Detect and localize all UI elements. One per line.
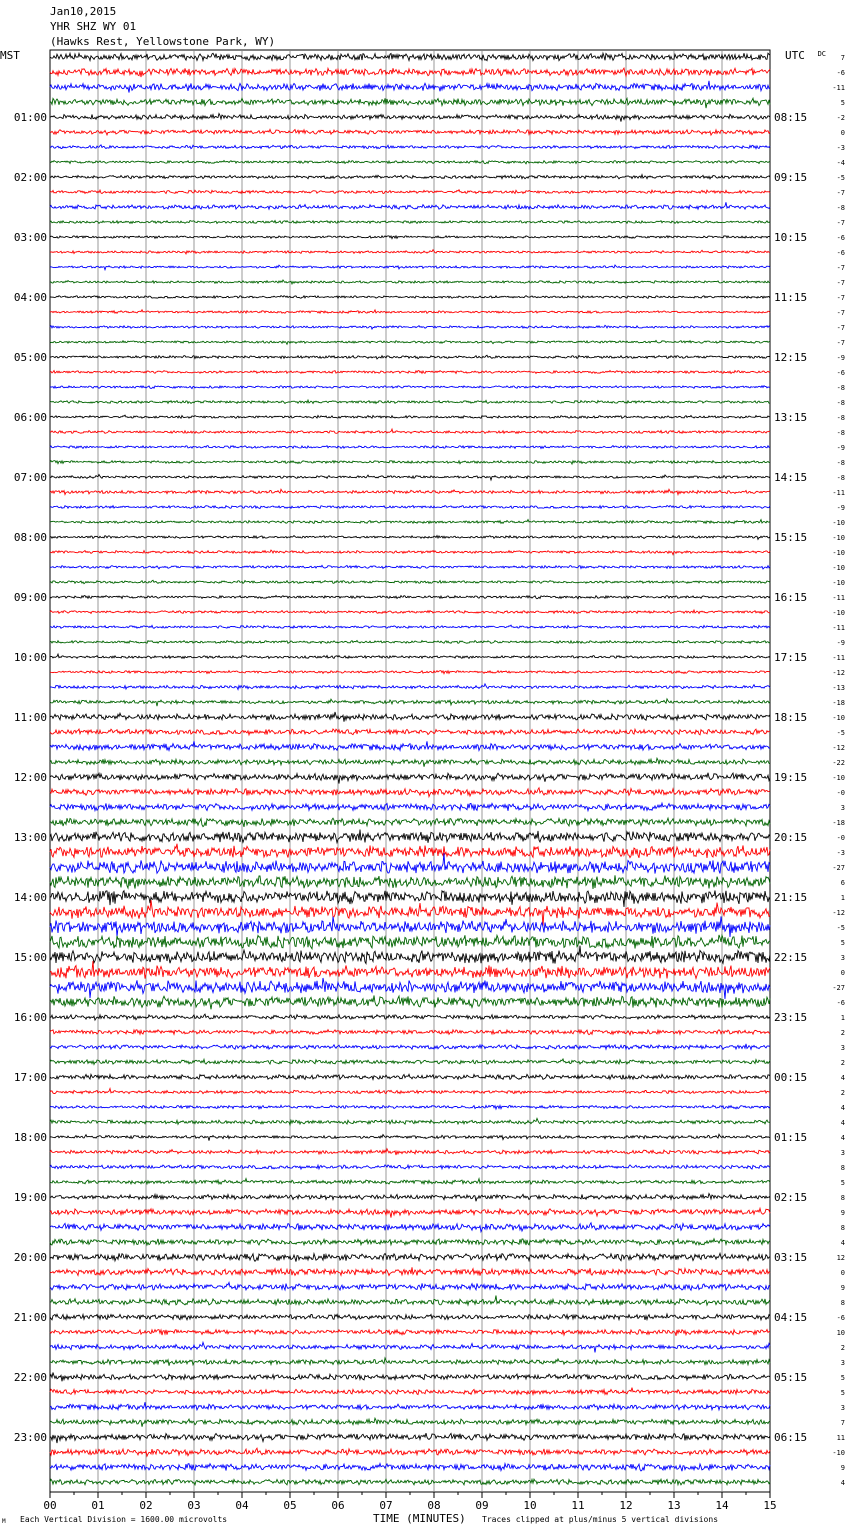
trace-63 — [50, 978, 770, 999]
dc-offset-label: -27 — [832, 984, 845, 992]
left-hour-label: 16:00 — [13, 1011, 47, 1024]
trace-72 — [50, 1118, 770, 1125]
left-hour-label: 02:00 — [13, 171, 47, 184]
right-hour-label: 08:15 — [774, 111, 808, 124]
dc-offset-label: -7 — [836, 324, 845, 332]
dc-offset-label: -18 — [832, 819, 845, 827]
trace-53 — [50, 830, 770, 843]
trace-61 — [50, 946, 770, 964]
trace-55 — [50, 853, 770, 873]
dc-offset-label: -8 — [836, 414, 845, 422]
x-tick-label-01: 01 — [91, 1499, 105, 1512]
dc-offset-label: 8 — [840, 1194, 845, 1202]
trace-89 — [50, 1373, 770, 1382]
dc-offset-label: -9 — [836, 504, 845, 512]
dc-offset-label: -6 — [836, 234, 845, 242]
trace-28 — [50, 461, 770, 465]
trace-21 — [50, 355, 770, 359]
trace-83 — [50, 1283, 770, 1291]
trace-22 — [50, 371, 770, 374]
trace-40 — [50, 641, 770, 644]
trace-49 — [50, 773, 770, 784]
trace-87 — [50, 1342, 770, 1352]
dc-offset-label: 0 — [840, 129, 845, 137]
right-hour-label: 09:15 — [774, 171, 808, 184]
right-hour-label: 12:15 — [774, 351, 808, 364]
dc-offset-label: 3 — [840, 1044, 845, 1052]
right-hour-label: 16:15 — [774, 591, 808, 604]
dc-offset-label: 4 — [840, 1119, 845, 1127]
dc-offset-label: -9 — [836, 444, 845, 452]
x-tick-label-00: 00 — [43, 1499, 57, 1512]
trace-33 — [50, 536, 770, 540]
trace-65 — [50, 1014, 770, 1020]
trace-47 — [50, 741, 770, 750]
trace-14 — [50, 250, 770, 254]
trace-11 — [50, 202, 770, 209]
dc-offset-label: 8 — [840, 1164, 845, 1172]
dc-offset-label: 0 — [840, 969, 845, 977]
dc-offset-label: 6 — [840, 879, 845, 887]
right-hour-label: 23:15 — [774, 1011, 808, 1024]
trace-59 — [50, 916, 770, 937]
dc-offset-label: 7 — [840, 1419, 845, 1427]
dc-offset-label: 5 — [840, 939, 845, 947]
right-hour-label: 10:15 — [774, 231, 808, 244]
dc-offset-label: 7 — [840, 54, 845, 62]
trace-73 — [50, 1134, 770, 1140]
dc-offset-label: -8 — [836, 429, 845, 437]
dc-offset-label: -5 — [836, 924, 845, 932]
left-hour-label: 20:00 — [13, 1251, 47, 1264]
trace-42 — [50, 671, 770, 674]
dc-offset-label: -11 — [832, 594, 845, 602]
right-hour-label: 20:15 — [774, 831, 808, 844]
trace-34 — [50, 550, 770, 555]
dc-offset-label: -10 — [832, 549, 845, 557]
trace-44 — [50, 699, 770, 706]
trace-4 — [50, 98, 770, 108]
trace-93 — [50, 1433, 770, 1443]
dc-offset-label: 3 — [840, 954, 845, 962]
left-hour-label: 18:00 — [13, 1131, 47, 1144]
trace-52 — [50, 818, 770, 827]
dc-offset-label: -18 — [832, 699, 845, 707]
trace-54 — [50, 844, 770, 858]
left-hour-label: 12:00 — [13, 771, 47, 784]
dc-offset-label: -7 — [836, 264, 845, 272]
dc-offset-label: 2 — [840, 1059, 845, 1067]
trace-36 — [50, 580, 770, 583]
dc-offset-label: -0 — [836, 789, 845, 797]
trace-29 — [50, 475, 770, 481]
dc-offset-label: 2 — [840, 1089, 845, 1097]
dc-offset-label: -7 — [836, 309, 845, 317]
dc-offset-label: -7 — [836, 294, 845, 302]
dc-offset-label: 11 — [836, 1434, 845, 1442]
x-tick-label-03: 03 — [187, 1499, 201, 1512]
trace-77 — [50, 1194, 770, 1202]
trace-24 — [50, 400, 770, 403]
trace-96 — [50, 1479, 770, 1485]
trace-95 — [50, 1464, 770, 1472]
dc-offset-label: -7 — [836, 339, 845, 347]
trace-92 — [50, 1418, 770, 1427]
trace-10 — [50, 190, 770, 194]
trace-71 — [50, 1105, 770, 1109]
trace-3 — [50, 81, 770, 93]
dc-offset-label: 1 — [840, 1014, 845, 1022]
dc-offset-label: -7 — [836, 189, 845, 197]
right-hour-label: 18:15 — [774, 711, 808, 724]
left-hour-label: 10:00 — [13, 651, 47, 664]
trace-67 — [50, 1044, 770, 1049]
trace-78 — [50, 1208, 770, 1217]
dc-offset-label: -10 — [832, 534, 845, 542]
left-hour-label: 22:00 — [13, 1371, 47, 1384]
left-timezone-label: MST — [0, 49, 20, 62]
right-hour-label: 13:15 — [774, 411, 808, 424]
trace-76 — [50, 1179, 770, 1184]
dc-offset-label: -11 — [832, 654, 845, 662]
dc-offset-label: -11 — [832, 489, 845, 497]
x-tick-label-11: 11 — [571, 1499, 585, 1512]
dc-offset-label: -9 — [836, 639, 845, 647]
dc-offset-label: 4 — [840, 1479, 845, 1487]
dc-offset-label: 10 — [836, 1329, 845, 1337]
trace-39 — [50, 625, 770, 628]
dc-offset-label: -3 — [836, 849, 845, 857]
trace-69 — [50, 1074, 770, 1079]
trace-84 — [50, 1296, 770, 1306]
right-hour-label: 17:15 — [774, 651, 808, 664]
dc-offset-label: -13 — [832, 684, 845, 692]
trace-31 — [50, 506, 770, 509]
dc-offset-label: 4 — [840, 1074, 845, 1082]
dc-offset-label: 5 — [840, 1389, 845, 1397]
x-tick-label-10: 10 — [523, 1499, 537, 1512]
left-hour-label: 17:00 — [13, 1071, 47, 1084]
dc-offset-label: 5 — [840, 1179, 845, 1187]
right-hour-label: 06:15 — [774, 1431, 808, 1444]
dc-offset-label: -5 — [836, 174, 845, 182]
dc-offset-label: 4 — [840, 1239, 845, 1247]
dc-offset-label: -7 — [836, 279, 845, 287]
trace-58 — [50, 900, 770, 926]
dc-offset-label: -10 — [832, 519, 845, 527]
left-hour-label: 06:00 — [13, 411, 47, 424]
trace-27 — [50, 446, 770, 449]
right-hour-label: 21:15 — [774, 891, 808, 904]
trace-75 — [50, 1165, 770, 1169]
right-hour-label: 01:15 — [774, 1131, 808, 1144]
trace-26 — [50, 429, 770, 433]
dc-offset-label: -8 — [836, 459, 845, 467]
dc-offset-label: 0 — [840, 1269, 845, 1277]
dc-offset-label: -0 — [836, 834, 845, 842]
dc-offset-label: 1 — [840, 894, 845, 902]
right-hour-label: 22:15 — [774, 951, 808, 964]
right-hour-label: 03:15 — [774, 1251, 808, 1264]
trace-8 — [50, 161, 770, 164]
trace-90 — [50, 1388, 770, 1395]
dc-offset-label: -22 — [832, 759, 845, 767]
trace-35 — [50, 565, 770, 569]
dc-offset-label: 8 — [840, 1224, 845, 1232]
trace-5 — [50, 114, 770, 122]
x-tick-label-14: 14 — [715, 1499, 729, 1512]
dc-offset-label: -12 — [832, 909, 845, 917]
trace-6 — [50, 129, 770, 135]
trace-19 — [50, 325, 770, 329]
trace-64 — [50, 995, 770, 1009]
trace-85 — [50, 1314, 770, 1320]
trace-16 — [50, 280, 770, 284]
trace-48 — [50, 758, 770, 767]
dc-offset-label: -6 — [836, 999, 845, 1007]
dc-offset-label: -12 — [832, 744, 845, 752]
trace-60 — [50, 935, 770, 949]
dc-offset-label: -27 — [832, 864, 845, 872]
dc-offset-label: 2 — [840, 1344, 845, 1352]
dc-offset-label: -10 — [832, 609, 845, 617]
x-tick-label-15: 15 — [763, 1499, 777, 1512]
trace-79 — [50, 1223, 770, 1232]
dc-offset-label: 9 — [840, 1284, 845, 1292]
dc-offset-label: 5 — [840, 1374, 845, 1382]
right-hour-label: 04:15 — [774, 1311, 808, 1324]
dc-offset-label: -4 — [836, 159, 845, 167]
trace-88 — [50, 1358, 770, 1366]
trace-57 — [50, 891, 770, 907]
trace-81 — [50, 1253, 770, 1261]
dc-offset-label: -7 — [836, 219, 845, 227]
x-tick-label-05: 05 — [283, 1499, 297, 1512]
trace-62 — [50, 961, 770, 979]
station-location: (Hawks Rest, Yellowstone Park, WY) — [50, 35, 276, 48]
trace-38 — [50, 610, 770, 613]
trace-15 — [50, 265, 770, 270]
x-tick-label-02: 02 — [139, 1499, 153, 1512]
dc-offset-label: -10 — [832, 774, 845, 782]
dc-offset-label: -9 — [836, 354, 845, 362]
x-tick-label-07: 07 — [379, 1499, 393, 1512]
left-hour-label: 23:00 — [13, 1431, 47, 1444]
trace-80 — [50, 1239, 770, 1245]
left-hour-label: 03:00 — [13, 231, 47, 244]
x-tick-label-06: 06 — [331, 1499, 345, 1512]
dc-offset-label: -11 — [832, 624, 845, 632]
dc-offset-label: -6 — [836, 369, 845, 377]
trace-9 — [50, 175, 770, 179]
trace-43 — [50, 684, 770, 690]
left-hour-label: 15:00 — [13, 951, 47, 964]
dc-offset-label: -6 — [836, 69, 845, 77]
x-tick-label-13: 13 — [667, 1499, 681, 1512]
dc-offset-label: -6 — [836, 1314, 845, 1322]
dc-offset-label: -5 — [836, 729, 845, 737]
trace-20 — [50, 341, 770, 345]
dc-offset-label: 3 — [840, 1404, 845, 1412]
left-hour-label: 01:00 — [13, 111, 47, 124]
trace-17 — [50, 296, 770, 299]
trace-56 — [50, 875, 770, 889]
trace-30 — [50, 489, 770, 494]
dc-offset-label: -8 — [836, 474, 845, 482]
clip-note: Traces clipped at plus/minus 5 vertical divisions — [482, 1515, 719, 1524]
left-hour-label: 13:00 — [13, 831, 47, 844]
dc-offset-label: 4 — [840, 1104, 845, 1112]
trace-74 — [50, 1149, 770, 1155]
dc-offset-label: -10 — [832, 564, 845, 572]
dc-offset-label: 3 — [840, 1149, 845, 1157]
trace-50 — [50, 788, 770, 797]
left-hour-label: 08:00 — [13, 531, 47, 544]
dc-offset-label: -12 — [832, 669, 845, 677]
trace-32 — [50, 520, 770, 524]
trace-91 — [50, 1402, 770, 1410]
station-code: YHR SHZ WY 01 — [50, 20, 137, 33]
trace-94 — [50, 1448, 770, 1456]
trace-66 — [50, 1030, 770, 1035]
trace-7 — [50, 145, 770, 149]
trace-13 — [50, 236, 770, 239]
right-hour-label: 11:15 — [774, 291, 808, 304]
x-axis-label: TIME (MINUTES) — [373, 1512, 466, 1525]
corner-mark: M — [2, 1518, 6, 1525]
left-hour-label: 05:00 — [13, 351, 47, 364]
trace-70 — [50, 1089, 770, 1094]
x-tick-label-12: 12 — [619, 1499, 633, 1512]
trace-46 — [50, 729, 770, 735]
trace-68 — [50, 1059, 770, 1064]
trace-23 — [50, 386, 770, 389]
dc-offset-label: -10 — [832, 579, 845, 587]
right-hour-label: 00:15 — [774, 1071, 808, 1084]
left-hour-label: 07:00 — [13, 471, 47, 484]
left-hour-label: 04:00 — [13, 291, 47, 304]
dc-offset-label: 3 — [840, 1359, 845, 1367]
dc-offset-label: -8 — [836, 204, 845, 212]
dc-offset-label: -11 — [832, 84, 845, 92]
right-hour-label: 14:15 — [774, 471, 808, 484]
trace-2 — [50, 68, 770, 77]
trace-82 — [50, 1267, 770, 1275]
x-tick-label-09: 09 — [475, 1499, 489, 1512]
dc-offset-label: 3 — [840, 804, 845, 812]
left-hour-label: 14:00 — [13, 891, 47, 904]
right-hour-label: 19:15 — [774, 771, 808, 784]
trace-45 — [50, 712, 770, 722]
dc-offset-label: -2 — [836, 114, 845, 122]
dc-offset-label: 5 — [840, 99, 845, 107]
dc-offset-label: -10 — [832, 1449, 845, 1457]
scale-note: Each Vertical Division = 1600.00 microvolts — [20, 1515, 228, 1524]
trace-25 — [50, 415, 770, 418]
plot-date: Jan10,2015 — [50, 5, 117, 18]
x-tick-label-04: 04 — [235, 1499, 249, 1512]
trace-51 — [50, 803, 770, 811]
dc-offset-label: -8 — [836, 384, 845, 392]
x-tick-label-08: 08 — [427, 1499, 441, 1512]
dc-header-label: DC — [817, 50, 826, 58]
dc-offset-label: 4 — [840, 1134, 845, 1142]
right-hour-label: 02:15 — [774, 1191, 808, 1204]
dc-offset-label: -8 — [836, 399, 845, 407]
trace-37 — [50, 596, 770, 599]
right-hour-label: 05:15 — [774, 1371, 808, 1384]
left-hour-label: 21:00 — [13, 1311, 47, 1324]
trace-1 — [50, 53, 770, 60]
right-hour-label: 15:15 — [774, 531, 808, 544]
dc-offset-label: 9 — [840, 1209, 845, 1217]
dc-offset-label: 12 — [836, 1254, 845, 1262]
trace-41 — [50, 654, 770, 658]
dc-offset-label: 2 — [840, 1029, 845, 1037]
dc-offset-label: 8 — [840, 1299, 845, 1307]
left-hour-label: 19:00 — [13, 1191, 47, 1204]
right-timezone-label: UTC — [785, 49, 805, 62]
left-hour-label: 09:00 — [13, 591, 47, 604]
trace-12 — [50, 221, 770, 224]
dc-offset-label: -6 — [836, 249, 845, 257]
dc-offset-label: -10 — [832, 714, 845, 722]
trace-86 — [50, 1330, 770, 1336]
left-hour-label: 11:00 — [13, 711, 47, 724]
dc-offset-label: -3 — [836, 144, 845, 152]
dc-offset-label: 9 — [840, 1464, 845, 1472]
trace-18 — [50, 310, 770, 314]
